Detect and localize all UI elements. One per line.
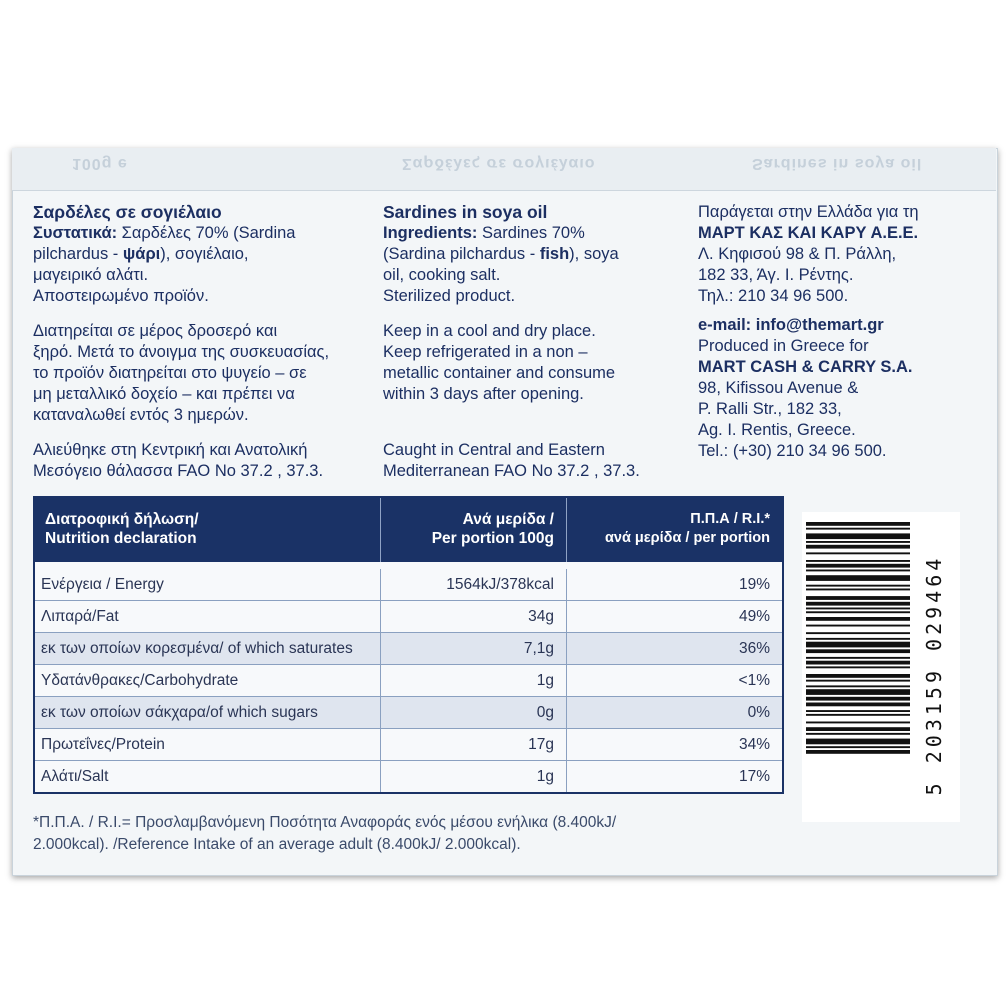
barcode-bar (806, 560, 910, 562)
nutrition-table-header: Διατροφική δήλωση/ Nutrition declaration Ανά μερίδα / Per portion 100g Π.Π.Α / R.I.* ανά μερίδα / per portion (35, 498, 782, 562)
barcode-bar (806, 545, 910, 549)
company-name-greek: ΜΑΡΤ ΚΑΣ ΚΑΙ ΚΑΡΥ Α.Ε.Ε. (698, 224, 919, 242)
greek-sterilized: Αποστειρωμένο προϊόν. (33, 287, 209, 305)
english-sterilized: Sterilized product. (383, 287, 516, 305)
barcode-bar (806, 638, 910, 640)
ghost-text-right: Sardines in soya oil (752, 155, 923, 172)
barcode-bar (806, 625, 910, 627)
barcode-bars (806, 522, 910, 818)
barcode (802, 512, 960, 822)
barcode-bar (806, 570, 910, 572)
barcode-bar (806, 697, 910, 701)
barcode-number: 5 203159 029464 (922, 554, 946, 796)
barcode-bar (806, 541, 910, 543)
email-address: e-mail: info@themart.gr (698, 316, 884, 334)
barcode-bar (806, 642, 910, 648)
footnote: *Π.Π.Α. / R.I.= Προσλαμβανόμενη Ποσότητα Αναφοράς ενός μέσου ενήλικα (8.400kJ/ 2.000kcal). /Reference Intake of an average adult (8.400kJ/ 2.000kcal). (33, 814, 617, 853)
barcode-bar (806, 727, 910, 731)
english-column: Sardines in soya oil Ingredients: Sardines 70% (Sardina pilchardus - fish), soya oil, cooking salt. Sterilized product. Keep in a cool and dry place. Keep refrigerated in a non – metallic container and consume within 3 days after opening. Caught in Central and Eastern Mediterranean FAO No 37.2 , 37.3. (383, 202, 683, 482)
table-row: εκ των οποίων κορεσμένα/ of which saturates 7,1g 36% (35, 632, 782, 664)
barcode-bar (806, 703, 910, 707)
table-row: Πρωτεΐνες/Protein 17g 34% (35, 728, 782, 760)
barcode-bar (806, 611, 910, 613)
greek-title: Σαρδέλες σε σογιέλαιο (33, 202, 222, 222)
greek-column: Σαρδέλες σε σογιέλαιο Συστατικά: Σαρδέλες 70% (Sardina pilchardus - ψάρι), σογιέλαιο, μαγειρικό αλάτι. Αποστειρωμένο προϊόν. Διατηρείται σε μέρος δροσερό και ξηρό. Μετά το άνοιγμα της συσκευασίας, το προϊόν διατηρείται στο ψυγείο – σε μη μεταλλικό δοχείο – και πρέπει να καταναλωθεί εντός 3 ημερών. Αλιεύθηκε στη Κεντρική και Ανατολική Μεσόγειο θάλασσα FAO No 37.2 , 37.3. (33, 202, 373, 482)
table-row: Αλάτι/Salt 1g 17% (35, 760, 782, 792)
barcode-bar (806, 617, 910, 621)
barcode-bar (806, 602, 910, 606)
barcode-bar (806, 632, 910, 634)
barcode-bar (806, 674, 910, 678)
nutrition-table (33, 496, 784, 794)
table-row: Ενέργεια / Energy 1564kJ/378kcal 19% (35, 569, 782, 600)
company-name-english: MART CASH & CARRY S.A. (698, 358, 913, 376)
barcode-bar (806, 649, 910, 653)
barcode-bar (806, 666, 910, 668)
table-row: Υδατάνθρακες/Carbohydrate 1g <1% (35, 664, 782, 696)
barcode-bar (806, 685, 910, 687)
barcode-bar (806, 739, 910, 745)
producer-column: Παράγεται στην Ελλάδα για τη ΜΑΡΤ ΚΑΣ ΚΑΙ ΚΑΡΥ Α.Ε.Ε. Λ. Κηφισού 98 & Π. Ράλλη, 182 33, Άγ. Ι. Ρέντης. Τηλ.: 210 34 96 500. e-mail: info@themart.gr Produced in Greece for MART CASH & CARRY S.A. 98, Kifissou Avenue & P. Ralli Str., 182 33, Ag. I. Rentis, Greece. Tel.: (+30) 210 34 96 500. (698, 203, 919, 460)
barcode-bar (806, 733, 910, 735)
barcode-bar (806, 589, 910, 591)
barcode-bar (806, 522, 910, 526)
barcode-bar (806, 746, 910, 748)
ghost-text-left: 100g e (72, 155, 128, 172)
table-row: Λιπαρά/Fat 34g 49% (35, 600, 782, 632)
barcode-bar (806, 657, 910, 659)
barcode-bar (806, 533, 910, 539)
barcode-bar (806, 680, 910, 682)
nutrition-rows (35, 562, 782, 792)
barcode-bar (806, 608, 910, 610)
barcode-bar (806, 714, 910, 716)
ghost-text-mid: Σαρδέλες σε σογιέλαιο (402, 155, 596, 172)
barcode-bar (806, 596, 910, 600)
barcode-bar (806, 585, 910, 587)
barcode-bar (806, 689, 910, 695)
barcode-bar (806, 575, 910, 581)
barcode-bar (806, 552, 910, 554)
greek-ingredients: Συστατικά: Σαρδέλες 70% (Sardina (33, 224, 296, 242)
package-flap (12, 148, 996, 191)
english-ingredients: Ingredients: Sardines 70% (383, 224, 585, 242)
english-title: Sardines in soya oil (383, 202, 548, 222)
table-row: εκ των οποίων σάκχαρα/of which sugars 0g 0% (35, 696, 782, 728)
barcode-bar (806, 710, 910, 712)
barcode-bar (806, 750, 910, 754)
barcode-bar (806, 564, 910, 568)
barcode-bar (806, 528, 910, 530)
barcode-bar (806, 661, 910, 665)
barcode-bar (806, 722, 910, 724)
